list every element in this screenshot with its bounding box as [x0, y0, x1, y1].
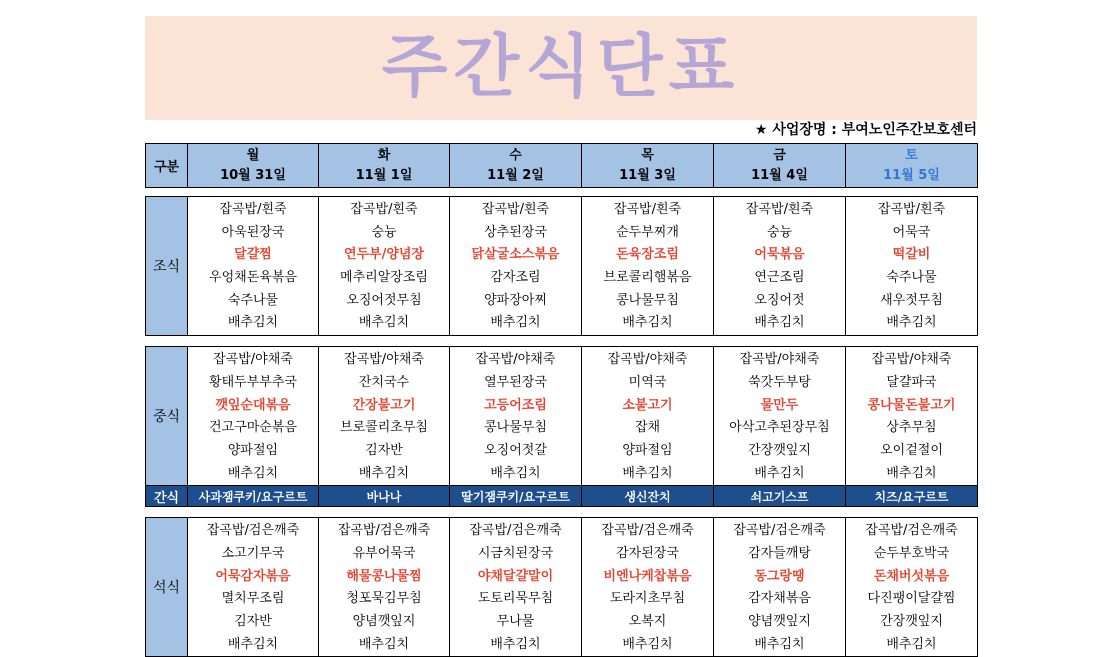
menu-item: 소불고기	[622, 397, 673, 413]
menu-item: 배추김치	[886, 636, 937, 652]
dinner-day-0	[188, 518, 319, 657]
menu-item: 순두부호박국	[873, 545, 950, 561]
menu-item: 무나물	[496, 614, 535, 629]
dinner-row	[146, 518, 978, 657]
menu-item: 잡곡밥/검은깨죽	[469, 523, 562, 539]
menu-item: 건고구마순볶음	[209, 420, 297, 436]
menu-item: 고등어조림	[484, 397, 547, 413]
menu-item: 동그랑땡	[754, 568, 805, 584]
menu-item: 콩나물무침	[616, 292, 679, 308]
breakfast-day-5	[846, 197, 978, 336]
menu-item: 배추김치	[227, 636, 279, 652]
menu-item: 콩나물돈불고기	[867, 397, 956, 413]
snack-item: 쇠고기스프	[714, 486, 846, 507]
day-header-thu: 목 11월 3일	[582, 144, 714, 188]
spacer-row	[146, 507, 978, 518]
breakfast-day-0	[188, 197, 319, 336]
menu-item: 돈육장조림	[616, 247, 679, 263]
breakfast-label: 조식	[146, 197, 188, 336]
menu-item: 어묵국	[892, 224, 931, 240]
facility-name: ★ 사업장명 : 부여노인주간보호센터	[754, 122, 977, 138]
menu-item: 양념깻잎지	[748, 614, 811, 629]
menu-item: 달걀파국	[886, 374, 937, 390]
menu-item: 상추무침	[886, 420, 937, 436]
menu-item: 소고기무국	[221, 545, 285, 561]
menu-item: 배추김치	[358, 465, 410, 481]
breakfast-day-1	[319, 197, 450, 336]
menu-item: 배추김치	[754, 315, 805, 331]
lunch-label: 중식	[146, 347, 188, 486]
menu-item: 잡곡밥/흰죽	[745, 202, 814, 217]
menu-item: 오징어젓	[754, 292, 805, 308]
menu-item: 청포묵김무침	[346, 591, 422, 607]
page-title: 주간식단표	[381, 28, 741, 107]
menu-item: 메추리알장조림	[340, 270, 428, 286]
menu-item: 물만두	[760, 397, 799, 413]
day-header-fri: 금 11월 4일	[714, 144, 846, 188]
menu-item: 잡곡밥/흰죽	[481, 202, 550, 217]
menu-item: 브로콜리초무침	[340, 420, 428, 436]
breakfast-day-2	[450, 197, 582, 336]
menu-item: 연근조림	[754, 270, 805, 286]
snack-row	[146, 486, 978, 507]
menu-item: 감자채볶음	[748, 591, 811, 607]
lunch-day-0	[188, 347, 319, 486]
menu-item: 잡곡밥/검은깨죽	[206, 523, 300, 539]
menu-item: 미역국	[628, 374, 667, 390]
dinner-day-5	[846, 518, 978, 657]
snack-item: 사과잼쿠키/요구르트	[188, 486, 319, 507]
menu-item: 배추김치	[490, 315, 541, 331]
breakfast-day-3	[582, 197, 714, 336]
menu-item: 숭늉	[371, 224, 397, 240]
menu-item: 유부어묵국	[352, 545, 416, 561]
menu-item: 감자된장국	[616, 545, 679, 561]
menu-item: 황태두부부추국	[209, 374, 297, 390]
lunch-day-2	[450, 347, 582, 486]
breakfast-day-4	[714, 197, 846, 336]
menu-item: 간장깻잎지	[748, 442, 811, 458]
menu-item: 잡곡밥/야채죽	[344, 352, 424, 368]
menu-item: 상추된장국	[484, 224, 547, 240]
menu-item: 잡곡밥/흰죽	[350, 202, 418, 217]
day-header-tue: 화 11월 1일	[319, 144, 450, 188]
lunch-day-3	[582, 347, 714, 486]
menu-item: 멸치무조림	[221, 591, 285, 607]
menu-item: 감자조림	[490, 270, 541, 286]
dinner-day-3	[582, 518, 714, 657]
snack-item: 생신잔치	[582, 486, 714, 507]
dinner-day-4	[714, 518, 846, 657]
menu-item: 오이겉절이	[880, 442, 943, 458]
menu-item: 양파절임	[227, 442, 279, 458]
menu-item: 도토리묵무침	[477, 591, 554, 607]
snack-item: 바나나	[319, 486, 450, 507]
menu-item: 잡곡밥/야채죽	[871, 352, 952, 368]
menu-item: 오복지	[628, 614, 667, 629]
menu-item: 야채달걀말이	[477, 568, 554, 584]
menu-item: 아욱된장국	[221, 224, 285, 240]
menu-item: 잡곡밥/야채죽	[475, 352, 556, 368]
menu-item: 잡곡밥/흰죽	[877, 202, 946, 217]
menu-item: 배추김치	[490, 465, 541, 481]
menu-item: 잡채	[634, 420, 661, 436]
menu-item: 배추김치	[886, 315, 937, 331]
breakfast-row	[146, 197, 978, 336]
menu-item: 오징어젓무침	[346, 292, 422, 308]
category-header: 구분	[146, 144, 188, 188]
menu-item: 닭살굴소스볶음	[471, 247, 560, 263]
menu-item: 달걀찜	[234, 247, 272, 263]
menu-item: 해물콩나물찜	[346, 568, 422, 584]
menu-item: 잡곡밥/검은깨죽	[601, 523, 694, 539]
menu-item: 다진팽이달걀찜	[867, 591, 956, 607]
dinner-day-1	[319, 518, 450, 657]
menu-item: 잡곡밥/야채죽	[213, 352, 293, 368]
menu-item: 깻잎순대볶음	[215, 397, 291, 413]
snack-item: 딸기잼쿠키/요구르트	[450, 486, 582, 507]
header-table	[145, 143, 978, 188]
menu-item: 떡갈비	[892, 247, 931, 263]
title-banner	[145, 16, 977, 120]
menu-item: 새우젓무침	[880, 292, 943, 308]
dinner-day-2	[450, 518, 582, 657]
menu-item: 시금치된장국	[477, 545, 554, 561]
menu-item: 잡곡밥/검은깨죽	[337, 523, 431, 539]
menu-item: 배추김치	[490, 636, 541, 652]
menu-item: 감자들깨탕	[748, 545, 811, 561]
menu-item: 배추김치	[622, 465, 673, 481]
menu-item: 배추김치	[886, 465, 937, 481]
menu-item: 잡곡밥/검은깨죽	[865, 523, 958, 539]
menu-item: 콩나물무침	[484, 420, 547, 436]
menu-item: 배추김치	[358, 636, 410, 652]
day-header-sat: 토 11월 5일	[846, 144, 978, 188]
dinner-label: 석식	[146, 518, 188, 657]
day-header-mon: 월 10월 31일	[188, 144, 319, 188]
menu-item: 순두부찌개	[616, 224, 679, 240]
menu-item: 돈채버섯볶음	[873, 568, 950, 584]
menu-item: 쑥갓두부탕	[748, 374, 811, 390]
menu-item: 연두부/양념장	[343, 247, 425, 263]
menu-item: 숙주나물	[227, 292, 279, 308]
lunch-day-4	[714, 347, 846, 486]
menu-item: 숭늉	[766, 224, 793, 240]
day-header-wed: 수 11월 2일	[450, 144, 582, 188]
menu-table	[145, 196, 978, 657]
menu-item: 김자반	[365, 442, 403, 458]
menu-item: 배추김치	[754, 636, 805, 652]
menu-item: 잡곡밥/검은깨죽	[733, 523, 826, 539]
menu-item: 배추김치	[227, 315, 279, 331]
menu-item: 양파절임	[622, 442, 673, 458]
menu-item: 배추김치	[622, 315, 673, 331]
menu-item: 브로콜리햄볶음	[603, 270, 692, 286]
menu-item: 배추김치	[622, 636, 673, 652]
menu-item: 간장불고기	[352, 397, 416, 413]
menu-item: 간장깻잎지	[880, 614, 943, 629]
snack-item: 치즈/요구르트	[846, 486, 978, 507]
menu-item: 어묵감자볶음	[215, 568, 291, 584]
menu-item: 잡곡밥/흰죽	[613, 202, 682, 217]
menu-item: 아삭고추된장무침	[729, 420, 830, 436]
menu-item: 어묵볶음	[754, 247, 805, 263]
snack-label: 간식	[146, 486, 188, 507]
menu-item: 배추김치	[358, 315, 410, 331]
menu-item: 잡곡밥/야채죽	[739, 352, 820, 368]
menu-item: 양념깻잎지	[352, 614, 416, 629]
lunch-row	[146, 347, 978, 486]
menu-item: 양파장아찌	[484, 292, 547, 308]
menu-item: 도라지초무침	[609, 591, 686, 607]
menu-item: 배추김치	[754, 465, 805, 481]
menu-item: 배추김치	[227, 465, 279, 481]
menu-item: 비엔나케찹볶음	[603, 568, 692, 584]
lunch-day-5	[846, 347, 978, 486]
menu-item: 잔치국수	[358, 374, 410, 390]
menu-item: 숙주나물	[886, 270, 937, 286]
menu-item: 잡곡밥/야채죽	[607, 352, 688, 368]
lunch-day-1	[319, 347, 450, 486]
menu-item: 잡곡밥/흰죽	[219, 202, 287, 217]
menu-item: 열무된장국	[484, 374, 547, 390]
menu-item: 김자반	[234, 614, 272, 629]
spacer-row	[146, 336, 978, 347]
menu-item: 오징어젓갈	[484, 442, 547, 458]
menu-item: 우엉채돈육볶음	[209, 270, 297, 286]
